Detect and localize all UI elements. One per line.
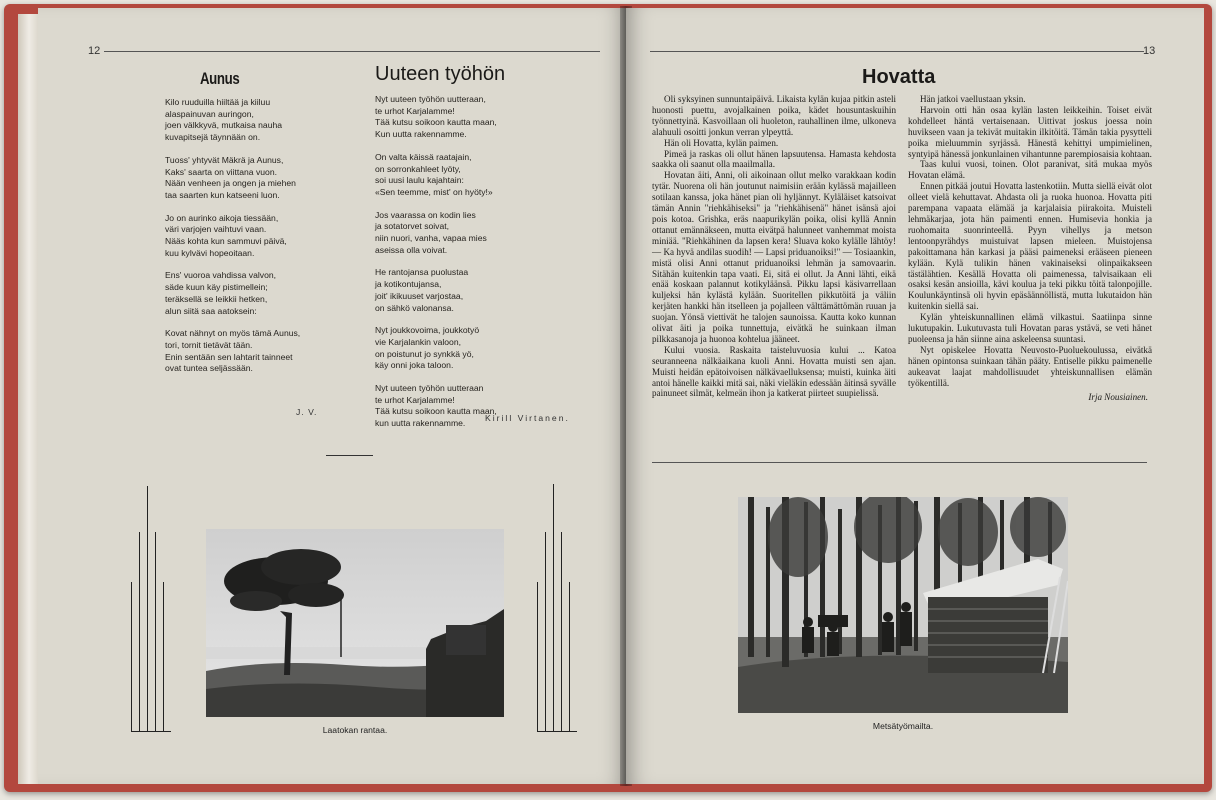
story-paragraph: Pimeä ja raskas oli ollut hänen lapsuutensa. Hamasta kehdosta saakka oli saanut olla maailmalla. bbox=[652, 148, 896, 170]
poem-line: soi uusi laulu kajahtain: bbox=[375, 175, 464, 186]
poem-stanza bbox=[375, 210, 497, 257]
story-paragraph: Kului vuosia. Raskaita taisteluvuosia kului ... Katoa seuranneena nälkäaikana kuoli Anni. Hovatta muisti sen ajan. Muisti heidän epätoivoisen nälkävaelluksensa; muisti, kuinka äiti antoi hänelle kaikki mitä sai, näki vieläkin edessään äitinsä syvälle painuneet silmät, kelmeän ihon ja katkerat piirteet suupielissä. bbox=[652, 344, 896, 399]
poem-line: Kun uutta rakennamme. bbox=[375, 129, 467, 140]
poem-line: säde kuun käy pistimellein; bbox=[165, 282, 268, 293]
poem-stanza bbox=[375, 152, 497, 199]
poem-stanza bbox=[165, 97, 300, 144]
poem-uuteen-tyohon-author: Kirill Virtanen. bbox=[485, 413, 570, 423]
poem-title-uuteen-tyohon: Uuteen työhön bbox=[375, 63, 506, 85]
story-paragraph: Taas kului vuosi, toinen. Olot paranivat, sitä mukaa myös Hovatan elämä. bbox=[908, 159, 1152, 181]
poem-line: on sähkö valonansa. bbox=[375, 302, 454, 313]
poem-line: vie Karjalankin valoon, bbox=[375, 336, 461, 347]
story-title: Hovatta bbox=[862, 66, 936, 88]
poem-stanza bbox=[375, 325, 497, 372]
poem-line: teräksellä se leikkii hetken, bbox=[165, 293, 268, 304]
poem-line: Ens' vuoroa vahdissa valvon, bbox=[165, 270, 277, 281]
page-edges bbox=[18, 14, 40, 784]
photo-forest-work bbox=[738, 497, 1068, 713]
poem-line: taa saarten kun katseeni luon. bbox=[165, 189, 280, 200]
poem-stanza bbox=[165, 270, 300, 317]
poem-line: On valta käissä raatajain, bbox=[375, 151, 472, 162]
photo-lakeshore-caption: Laatokan rantaa. bbox=[322, 725, 388, 735]
poem-line: Nään venheen ja ongen ja miehen bbox=[165, 178, 296, 189]
poem-stanza bbox=[165, 213, 300, 260]
decorative-lines-right bbox=[537, 484, 581, 732]
story-paragraph: Hovatan äiti, Anni, oli aikoinaan ollut melko varakkaan kodin tytär. Nuorena oli hän joutunut naimisiin erään kylässä majailleen sotilaan kanssa, joka hänet pian oli hyljännyt. Kyläläiset katsoivat tämän Annin "riehkähiseksi" ja "riehkähisenä" hänet isänsä ajoi pois kotoa. Grishka, eräs naapurikylän poika, olisi kyllä Annin ottanut emännäkseen, mutta eivätpä halunneet vanhemmat moista miniää. "Riehkähinen da lapsen kera! Sluava koko kylälle lähtöy! — Ka hyvä andilas suodih! — Lapsi priduanoiksi!" — Tosiaankin, mistä olisi Anni ottanut priduanoiksi lehmän ja samovaarin. Sitähän kuitenkin tapa vaati. Ei, sitä ei ollut. Ja Anni lähti, eikä enää koskaan palannut kotikyläänsä. Pikku lapsi käsivarrellaan kuljeksi hän kylästä kylään. Suoritellen pikkutöitä ja väliin kerjäten hankki hän itselleen ja pojalleen välttämättömän ruuan ja suojan. Yönsä viettivät he talojen saunoissa. Kautta koko kunnan olivat äiti ja poika tunnettuja, eivätkä he suinkaan ilman pilkkasanoja ja huonoa kohtelua jääneet. bbox=[652, 170, 896, 344]
poem-line: ovat tuntea seljässään. bbox=[165, 363, 253, 374]
poem-aunus bbox=[165, 97, 300, 386]
poem-line: Jo on aurinko aikoja tiessään, bbox=[165, 212, 279, 223]
poem-line: ja kotikontujansa, bbox=[375, 279, 442, 290]
story-paragraph: Harvoin otti hän osaa kylän lasten leikkeihin. Toiset eivät kohdelleet häntä vertaisenaan. Uittivat joskus joessa noin huvikseen vaan ja tekivät muitakin ilkitöitä. Tämän takia pysytteli poika mieluummin syrjässä. Hänestä kehittyi umpimielinen, syntyipä hänessä jonkunlainen vihantunne parempiosaisia kohtaan. bbox=[908, 104, 1152, 159]
poem-line: Kovat nähnyt on myös tämä Aunus, bbox=[165, 328, 301, 339]
poem-stanza bbox=[375, 94, 497, 141]
decorative-lines-left bbox=[131, 486, 175, 732]
poem-uuteen-tyohon bbox=[375, 94, 497, 441]
poem-line: joen välkkyvä, mutkaisa nauha bbox=[165, 120, 283, 131]
poem-stanza bbox=[375, 383, 497, 430]
story-end-rule bbox=[652, 462, 1147, 463]
story-paragraph: Oli syksyinen sunnuntaipäivä. Likaista kylän kujaa pitkin asteli huonosti puettu, avojalkainen poika, kädet housuntaskuihin työnnettyinä. Kasvoillaan oli huoleton, rauhallinen ilme, ulkoneva alahuuli osoitti jonkun verran ylpeyttä. bbox=[652, 94, 896, 137]
poem-title-aunus: Aunus bbox=[200, 69, 240, 88]
story-paragraph: Hän jatkoi vaellustaan yksin. bbox=[920, 94, 1026, 104]
left-page-number: 12 bbox=[88, 45, 101, 57]
poem-line: Jos vaarassa on kodin lies bbox=[375, 209, 476, 220]
poem-stanza bbox=[165, 328, 300, 375]
story-signature: Irja Nousiainen. bbox=[1088, 392, 1148, 403]
poem-line: aseissa olla voivat. bbox=[375, 244, 448, 255]
poem-line: He rantojansa puolustaa bbox=[375, 267, 469, 278]
story-column-1 bbox=[652, 94, 896, 399]
poem-line: Nyt uuteen työhön uutteraan, bbox=[375, 94, 486, 104]
story-paragraph: Kylän yhteiskunnallinen elämä vilkastui. Saatiinpa sinne lukutupakin. Lukutuvasta tuli Hovatan paras ystävä, se veti hänet puoleensa ja hän siinne aina askeleensa suuntasi. bbox=[908, 312, 1152, 344]
story-paragraph: Nyt opiskelee Hovatta Neuvosto-Puoluekoulussa, eivätkä hänen opintonsa suinkaan tähän pääty. Entiselle pikku paimenelle aukeavat laajat mahdollisuudet yhteiskunnallisen elämän työkentillä. bbox=[908, 344, 1152, 388]
poem-stanza bbox=[165, 155, 300, 202]
poem-line: alun siitä saa aatoksein: bbox=[165, 305, 257, 316]
poem-line: Kaks' saarta on viittana vuon. bbox=[165, 166, 277, 177]
poem-line: väri varjojen vaihtuvi vaan. bbox=[165, 224, 267, 235]
poem-line: käy onni joka taloon. bbox=[375, 360, 454, 371]
poem-line: tori, tornit tietävät tään. bbox=[165, 339, 253, 350]
poem-line: kuu kylvävi hopeoitaan. bbox=[165, 247, 255, 258]
poem-aunus-author: J. V. bbox=[296, 407, 318, 417]
poem-line: te urhot Karjalamme! bbox=[375, 105, 455, 116]
poem-line: Nääs kohta kun sammuvi päivä, bbox=[165, 236, 287, 247]
separator-rule bbox=[326, 455, 373, 456]
poem-line: alaspainuvan auringon, bbox=[165, 108, 254, 119]
poem-line: ja sotatorvet soivat, bbox=[375, 221, 450, 232]
story-paragraph: Ennen pitkää joutui Hovatta lastenkotiin. Mutta siellä eivät olot olleet vielä kehuttavat. Ahdasta oli ja ruoka huonoa. Hovatta piti parempana vapaata elämää ja karjalaisia piirakoita. Muisteli lehmäkarjaa, jota hän paimenti ennen. Humisevia honkia ja ruohomaita suonrinteellä. Pyyn vihellys ja metson lentoonpyrähdys muistuivat lapsen mieleen. Muistojensa pakoittamana hän karkasi ja pääsi paimeneksi erääseen pieneen kylään. Kylä tulikin hänen vakinaiseksi olinpaikakseen tästälähtien. Kesällä Hovatta oli paimenessa, talvisaikaan eli osaksi kesän ansioilla, kävi koulua ja teki pikku töitä talonpojille. Koulunkäyntinsä oli hyvin epäsäännöllistä, mutta lukutaidon hän kuitenkin siellä sai. bbox=[908, 181, 1152, 312]
right-header-rule bbox=[650, 51, 1144, 52]
poem-line: on poistunut jo synkkä yö, bbox=[375, 348, 474, 359]
poem-line: Tuoss' yhtyvät Mäkrä ja Aunus, bbox=[165, 154, 284, 165]
story-paragraph: Hän oli Hovatta, kylän paimen. bbox=[664, 137, 779, 148]
poem-line: on sorronkahleet lyöty, bbox=[375, 163, 461, 174]
poem-line: kuvapitsejä täynnään on. bbox=[165, 132, 261, 143]
photo-lakeshore bbox=[206, 529, 504, 717]
poem-line: kun uutta rakennamme. bbox=[375, 418, 466, 429]
poem-line: Tää kutsu soikoon kautta maan, bbox=[375, 117, 497, 128]
poem-line: joit' ikikuuset varjostaa, bbox=[375, 290, 464, 301]
right-page-number: 13 bbox=[1143, 45, 1156, 57]
poem-line: Kilo ruuduilla hiiltää ja kiiluu bbox=[165, 97, 271, 107]
poem-line: Nyt uuteen työhön uutteraan bbox=[375, 383, 484, 394]
story-column-2 bbox=[908, 94, 1152, 403]
poem-line: te urhot Karjalamme! bbox=[375, 394, 455, 405]
poem-stanza bbox=[375, 267, 497, 314]
poem-line: Tää kutsu soikoon kautta maan, bbox=[375, 406, 497, 417]
poem-line: Enin sentään sen lahtarit tainneet bbox=[165, 351, 293, 362]
poem-line: «Sen teemme, mist' on hyöty!» bbox=[375, 186, 493, 197]
left-header-rule bbox=[104, 51, 600, 52]
photo-forest-work-caption: Metsätyömailta. bbox=[872, 721, 934, 731]
poem-line: Nyt joukkovoima, joukkotyö bbox=[375, 325, 480, 336]
poem-line: niin nuori, vanha, vapaa mies bbox=[375, 233, 487, 244]
